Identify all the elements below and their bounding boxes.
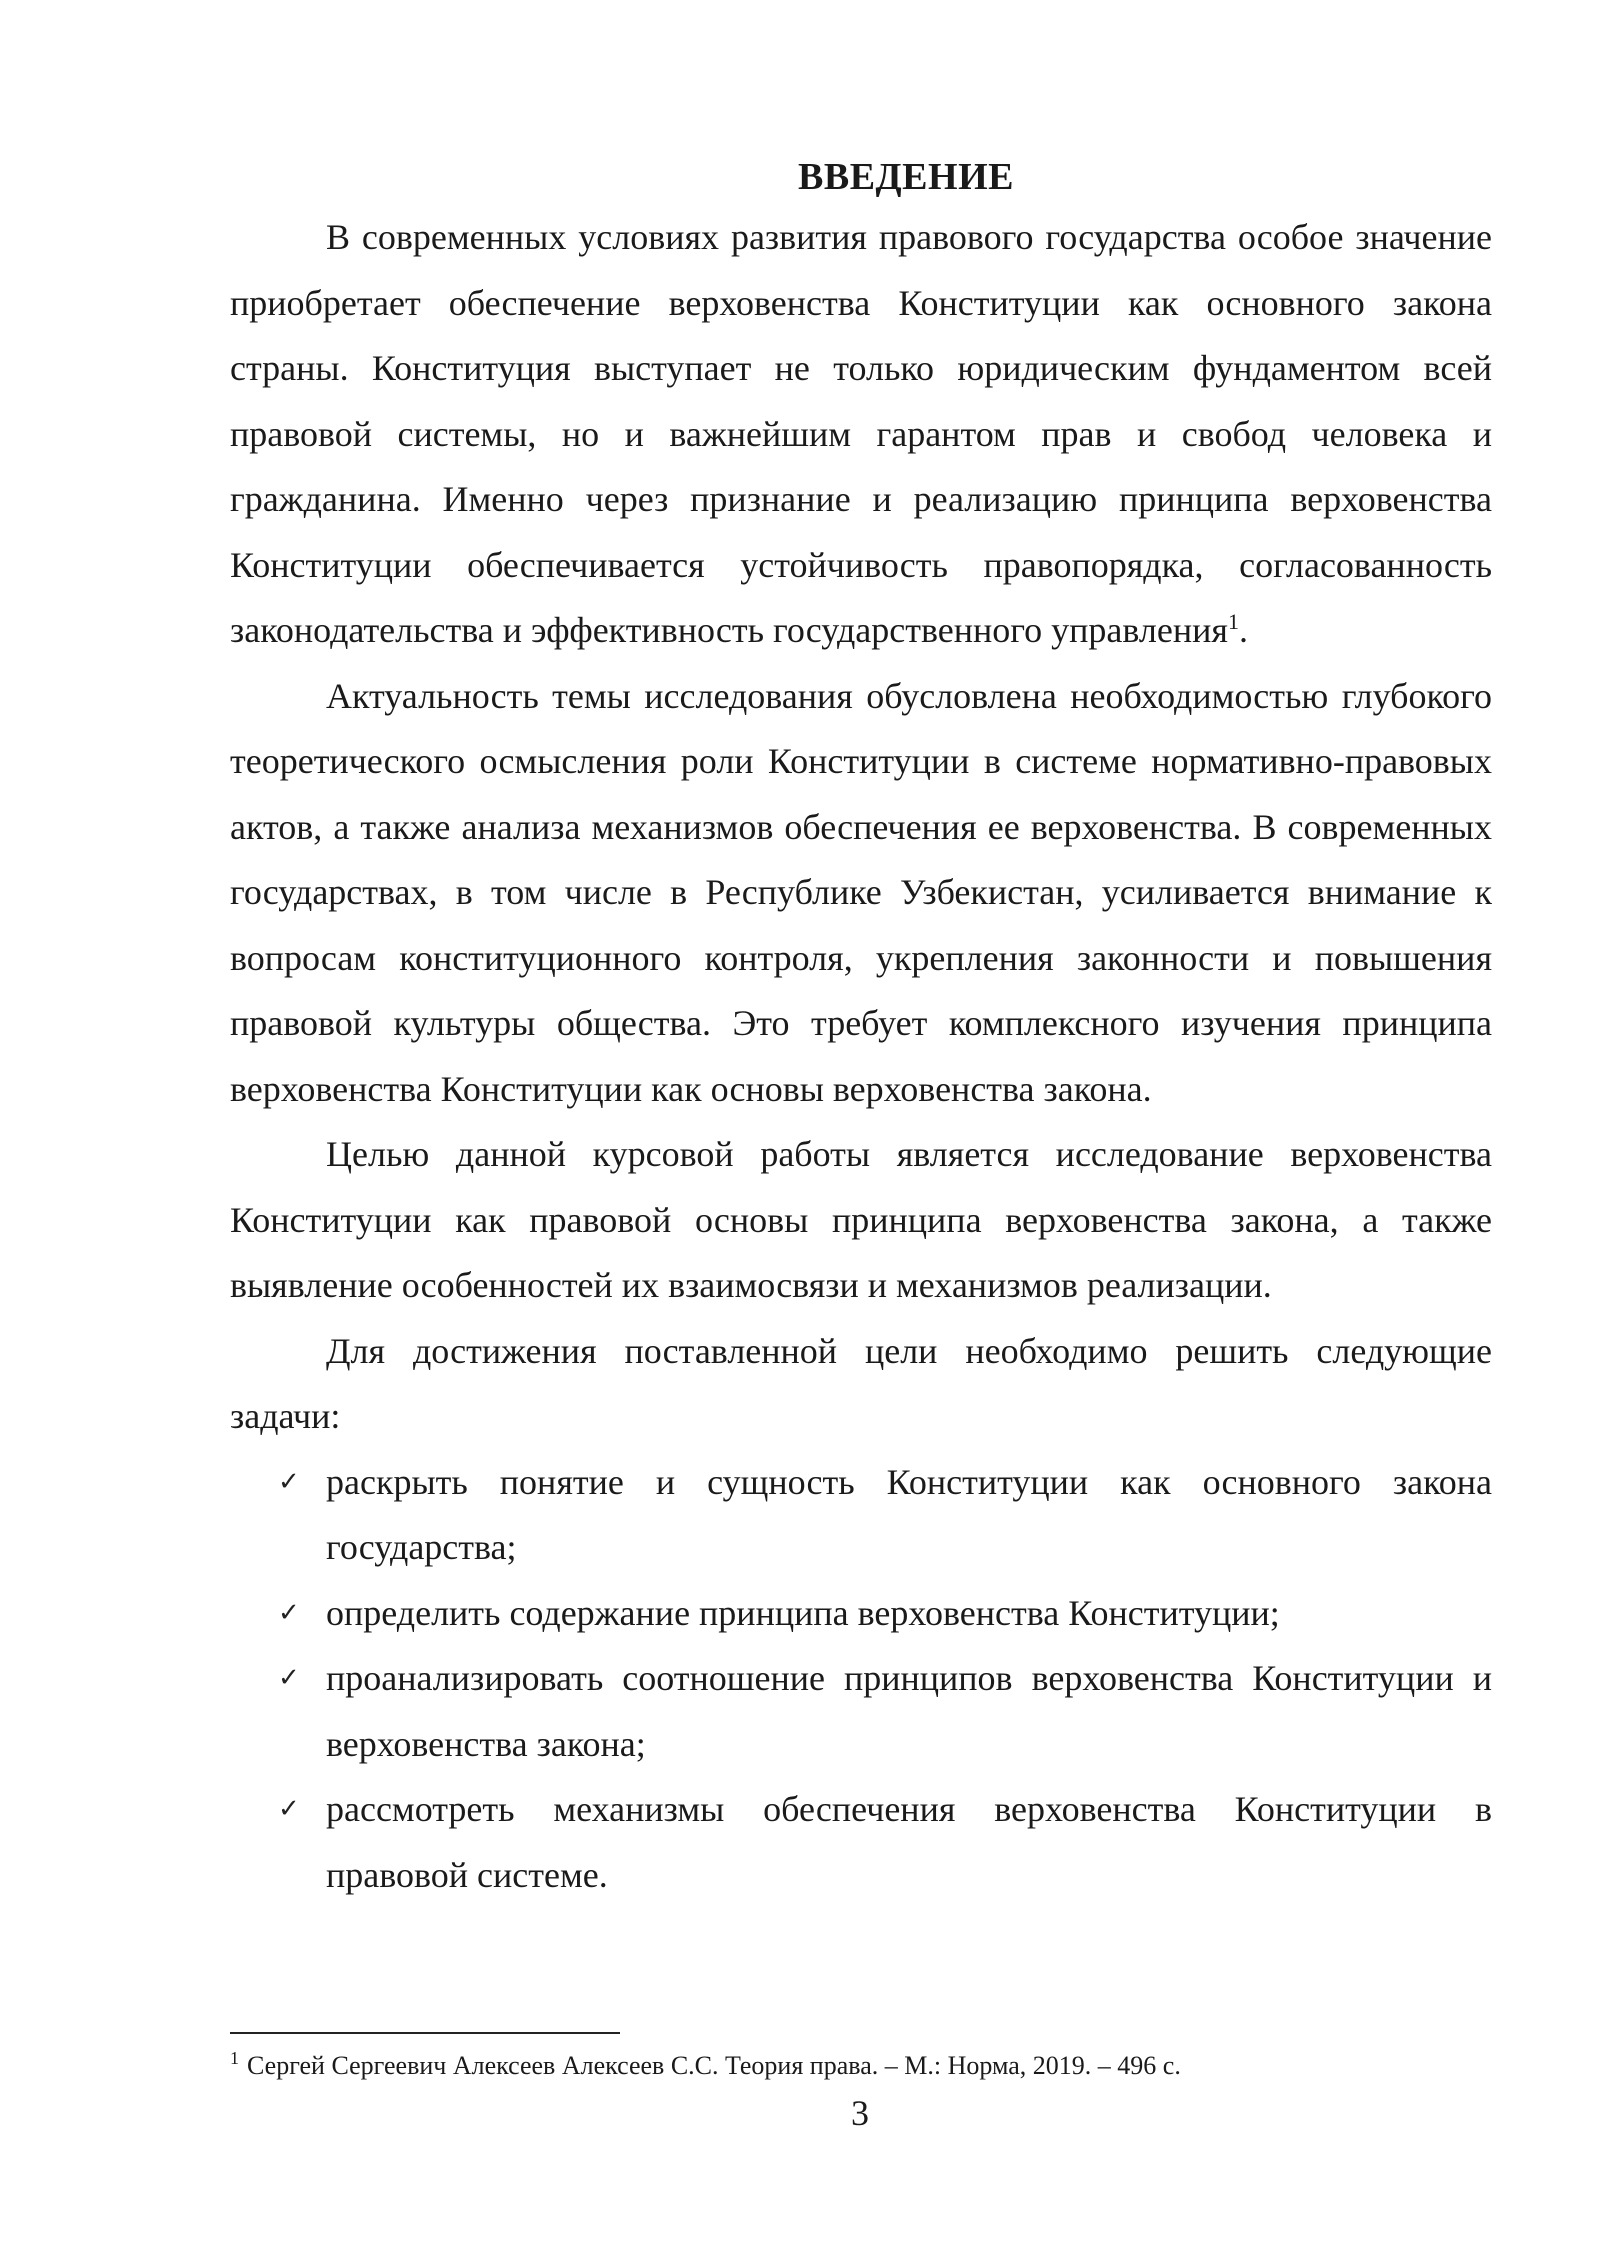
footnote-text: Сергей Сергеевич Алексеев Алексеев С.С. Теория права. – М.: Норма, 2019. – 496 с. <box>247 2051 1181 2080</box>
section-heading: ВВЕДЕНИЕ <box>798 156 1014 198</box>
paragraph-goal: Целью данной курсовой работы является исследование верховенства Конституции как правовой основы принципа верховенства закона, а также выявление особенностей их взаимосвязи и механизмов реализации. <box>230 1134 1492 1305</box>
list-item <box>230 1581 1492 1647</box>
tasks-list <box>230 1450 1492 1909</box>
paragraph-relevance: Актуальность темы исследования обусловлена необходимостью глубокого теоретического осмысления роли Конституции в системе нормативно-правовых актов, а также анализа механизмов обеспечения ее верховенства. В современных государствах, в том числе в Республике Узбекистан, усиливается внимание к вопросам конституционного контроля, укрепления законности и повышения правовой культуры общества. Это требует комплексного изучения принципа верховенства Конституции как основы верховенства закона. <box>230 675 1492 1109</box>
task-text: проанализировать соотношение принципов верховенства Конституции и верховенства закона; <box>326 1658 1492 1764</box>
paragraph-intro <box>230 205 1492 664</box>
footnote <box>230 2046 1492 2086</box>
list-item <box>230 1777 1492 1908</box>
task-text: раскрыть понятие и сущность Конституции как основного закона государства; <box>326 1461 1492 1567</box>
checkmark-icon: ✓ <box>278 1466 300 1497</box>
paragraph-tasks-intro: Для достижения поставленной цели необходимо решить следующие задачи: <box>230 1330 1492 1436</box>
task-text: определить содержание принципа верховенства Конституции; <box>326 1592 1280 1633</box>
checkmark-icon: ✓ <box>278 1597 300 1628</box>
page-body <box>230 150 1492 1908</box>
list-item <box>230 1450 1492 1581</box>
footnote-reference[interactable]: 1 <box>1227 609 1239 634</box>
footnote-number: 1 <box>230 2048 239 2069</box>
checkmark-icon: ✓ <box>278 1794 300 1824</box>
paragraph-intro-tail: . <box>1238 610 1248 650</box>
page-number: 3 <box>851 2093 869 2133</box>
checkmark-icon: ✓ <box>278 1663 300 1693</box>
list-item <box>230 1646 1492 1777</box>
paragraph-intro-text: В современных условиях развития правового государства особое значение приобретает обеспечение верховенства Конституции как основного закона страны. Конституция выступает не только юридическим фундаментом всей правовой системы, но и важнейшим гарантом прав и свобод человека и гражданина. Именно через признание и реализацию принципа верховенства Конституции обеспечивается устойчивость правопорядка, согласованность законодательства и эффективность государственного управления <box>230 217 1492 650</box>
footnote-separator <box>230 2032 620 2034</box>
task-text: рассмотреть механизмы обеспечения верховенства Конституции в правовой системе. <box>326 1789 1492 1895</box>
